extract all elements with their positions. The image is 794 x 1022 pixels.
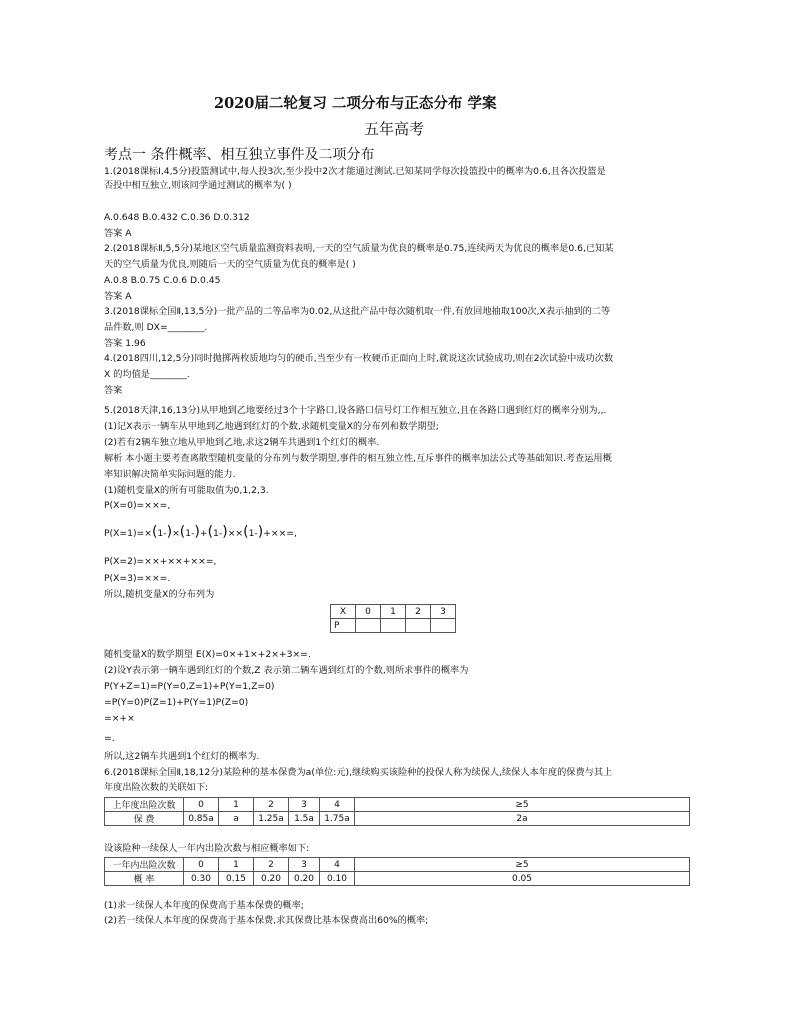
probability-cell: 0.20 <box>289 872 320 886</box>
probability-cell: 0.15 <box>219 872 254 886</box>
q6-line1: 6.(2018课标全国Ⅱ,18,12分)某险种的基本保费为a(单位:元),继续购买该险种的投保人称为续保人,续保人本年度的保费与其上 <box>104 767 613 778</box>
premium-cell: 1.75a <box>320 812 355 826</box>
q2-line2: 天的空气质量为优良,则随后一天的空气质量为优良的概率是( ) <box>104 259 356 270</box>
dist-header-cell: X <box>331 605 356 619</box>
premium-header-cell: ≥5 <box>355 798 690 812</box>
dist-header-cell: 1 <box>381 605 406 619</box>
dist-cell <box>431 619 456 633</box>
q5-step4: P(X=2)=××+××+××=, <box>104 556 217 567</box>
probability-header-cell: 4 <box>320 858 355 872</box>
probability-header-cell: 2 <box>254 858 289 872</box>
premium-header-cell: 1 <box>219 798 254 812</box>
q5-step3-part-a: P(X=1)=× <box>104 528 152 539</box>
q5-analysis-line2: 率知识解决简单实际问题的能力. <box>104 469 236 480</box>
premium-header-cell: 上年度出险次数 <box>105 798 184 812</box>
q1-options: A.0.648 B.0.432 C.0.36 D.0.312 <box>104 212 250 223</box>
q5-step9: P(Y+Z=1)=P(Y=0,Z=1)+P(Y=1,Z=0) <box>104 681 275 692</box>
premium-cell: a <box>219 812 254 826</box>
probability-cell: 0.20 <box>254 872 289 886</box>
premium-cell: 1.25a <box>254 812 289 826</box>
q5-step3-part-i: +××=, <box>263 528 297 539</box>
dist-cell <box>356 619 381 633</box>
q5-step11: =×+× <box>104 713 135 724</box>
q5-step3-formula: P(X=1)=×(1-)×(1-)+(1-)××(1-)+××=, <box>104 524 297 540</box>
q5-step3-part-d: 1- <box>185 528 195 539</box>
dist-cell <box>381 619 406 633</box>
q5-line3: (2)若有2辆车独立地从甲地到乙地,求这2辆车共遇到1个红灯的概率. <box>104 437 380 448</box>
premium-header-row <box>105 798 690 812</box>
probability-header-cell: 0 <box>184 858 219 872</box>
premium-table <box>104 797 690 826</box>
probability-header-cell: ≥5 <box>355 858 690 872</box>
q1-answer: 答案 A <box>104 228 132 239</box>
q5-step3-part-f: 1- <box>213 528 223 539</box>
q5-step12: =. <box>104 733 115 744</box>
probability-value-row <box>105 872 690 886</box>
q5-step1: (1)随机变量X的所有可能取值为0,1,2,3. <box>104 485 269 496</box>
probability-cell: 0.30 <box>184 872 219 886</box>
q5-step3-part-b: 1- <box>157 528 167 539</box>
q5-step10: =P(Y=0)P(Z=1)+P(Y=1)P(Z=0) <box>104 697 249 708</box>
q4-answer: 答案 <box>104 385 123 396</box>
probability-header-cell: 一年内出险次数 <box>105 858 184 872</box>
probability-cell: 概 率 <box>105 872 184 886</box>
q5-analysis-line1: 解析 本小题主要考查离散型随机变量的分布列与数学期望,事件的相互独立性,互斥事件的概率加法公式等基础知识.考查运用概 <box>104 453 612 464</box>
q3-answer: 答案 1.96 <box>104 338 146 349</box>
q2-line1: 2.(2018课标Ⅱ,5,5分)某地区空气质量监测资料表明,一天的空气质量为优良的概率是0.75,连续两天为优良的概率是0.6,已知某 <box>104 243 614 254</box>
probability-cell: 0.10 <box>320 872 355 886</box>
premium-value-row <box>105 812 690 826</box>
premium-header-cell: 3 <box>289 798 320 812</box>
q5-step7: 随机变量X的数学期望 E(X)=0×+1×+2×+3×=. <box>104 649 311 660</box>
probability-table <box>104 857 690 886</box>
q5-step3-part-c: × <box>172 528 180 539</box>
dist-row-label: P <box>331 619 356 633</box>
document-title: 2020届二轮复习 二项分布与正态分布 学案 <box>214 95 497 112</box>
probability-header-cell: 3 <box>289 858 320 872</box>
premium-header-cell: 2 <box>254 798 289 812</box>
distribution-table <box>330 604 456 633</box>
q3-line2: 品件数,则 DX=________. <box>104 322 208 333</box>
q1-line2: 否投中相互独立,则该同学通过测试的概率为( ) <box>104 180 292 191</box>
q3-line1: 3.(2018课标全国Ⅱ,13,5分)一批产品的二等品率为0.02,从这批产品中每次随机取一件,有放回地抽取100次,X表示抽到的二等 <box>104 306 611 317</box>
premium-header-cell: 0 <box>184 798 219 812</box>
premium-header-cell: 4 <box>320 798 355 812</box>
dist-cell <box>406 619 431 633</box>
q4-line1: 4.(2018四川,12,5分)同时抛掷两枚质地均匀的硬币,当至少有一枚硬币正面向上时,就说这次试验成功,则在2次试验中成功次数 <box>104 353 614 364</box>
q2-options: A.0.8 B.0.75 C.0.6 D.0.45 <box>104 275 221 286</box>
page-subtitle: 五年高考 <box>364 120 425 138</box>
probability-header-cell: 1 <box>219 858 254 872</box>
distribution-prob-row <box>331 619 456 633</box>
premium-cell: 1.5a <box>289 812 320 826</box>
premium-cell: 保 费 <box>105 812 184 826</box>
q5-step3-part-g: ×× <box>227 528 244 539</box>
q4-line2: X 的均值是________. <box>104 369 190 380</box>
section-heading: 考点一 条件概率、相互独立事件及二项分布 <box>104 147 375 163</box>
q5-line1: 5.(2018天津,16,13分)从甲地到乙地要经过3个十字路口,设各路口信号灯工作相互独立,且在各路口遇到红灯的概率分别为,,. <box>104 405 607 416</box>
dist-header-cell: 2 <box>406 605 431 619</box>
dist-header-cell: 0 <box>356 605 381 619</box>
q5-step2: P(X=0)=××=, <box>104 500 171 511</box>
distribution-header-row <box>331 605 456 619</box>
premium-cell: 0.85a <box>184 812 219 826</box>
q2-answer: 答案 A <box>104 291 132 302</box>
q5-step13: 所以,这2辆车共遇到1个红灯的概率为. <box>104 751 260 762</box>
q5-step3-part-e: + <box>199 528 208 539</box>
q5-line2: (1)记X表示一辆车从甲地到乙地遇到红灯的个数,求随机变量X的分布列和数学期望; <box>104 421 439 432</box>
q5-step3-part-h: 1- <box>248 528 258 539</box>
q6-line2: 年度出险次数的关联如下: <box>104 782 209 793</box>
q5-step8: (2)设Y表示第一辆车遇到红灯的个数,Z 表示第二辆车遇到红灯的个数,则所求事件的概率为 <box>104 665 469 676</box>
probability-cell: 0.05 <box>355 872 690 886</box>
q1-line1: 1.(2018课标Ⅰ,4,5分)投篮测试中,每人投3次,至少投中2次才能通过测试.已知某同学每次投篮投中的概率为0.6,且各次投篮是 <box>104 166 606 177</box>
q6-line3: 设该险种一续保人一年内出险次数与相应概率如下: <box>104 843 310 854</box>
q6-ask1: (1)求一续保人本年度的保费高于基本保费的概率; <box>104 900 304 911</box>
premium-cell: 2a <box>355 812 690 826</box>
q5-step5: P(X=3)=××=. <box>104 573 171 584</box>
q5-step6: 所以,随机变量X的分布列为 <box>104 589 215 600</box>
q6-ask2: (2)若一续保人本年度的保费高于基本保费,求其保费比基本保费高出60%的概率; <box>104 915 429 926</box>
probability-header-row <box>105 858 690 872</box>
dist-header-cell: 3 <box>431 605 456 619</box>
